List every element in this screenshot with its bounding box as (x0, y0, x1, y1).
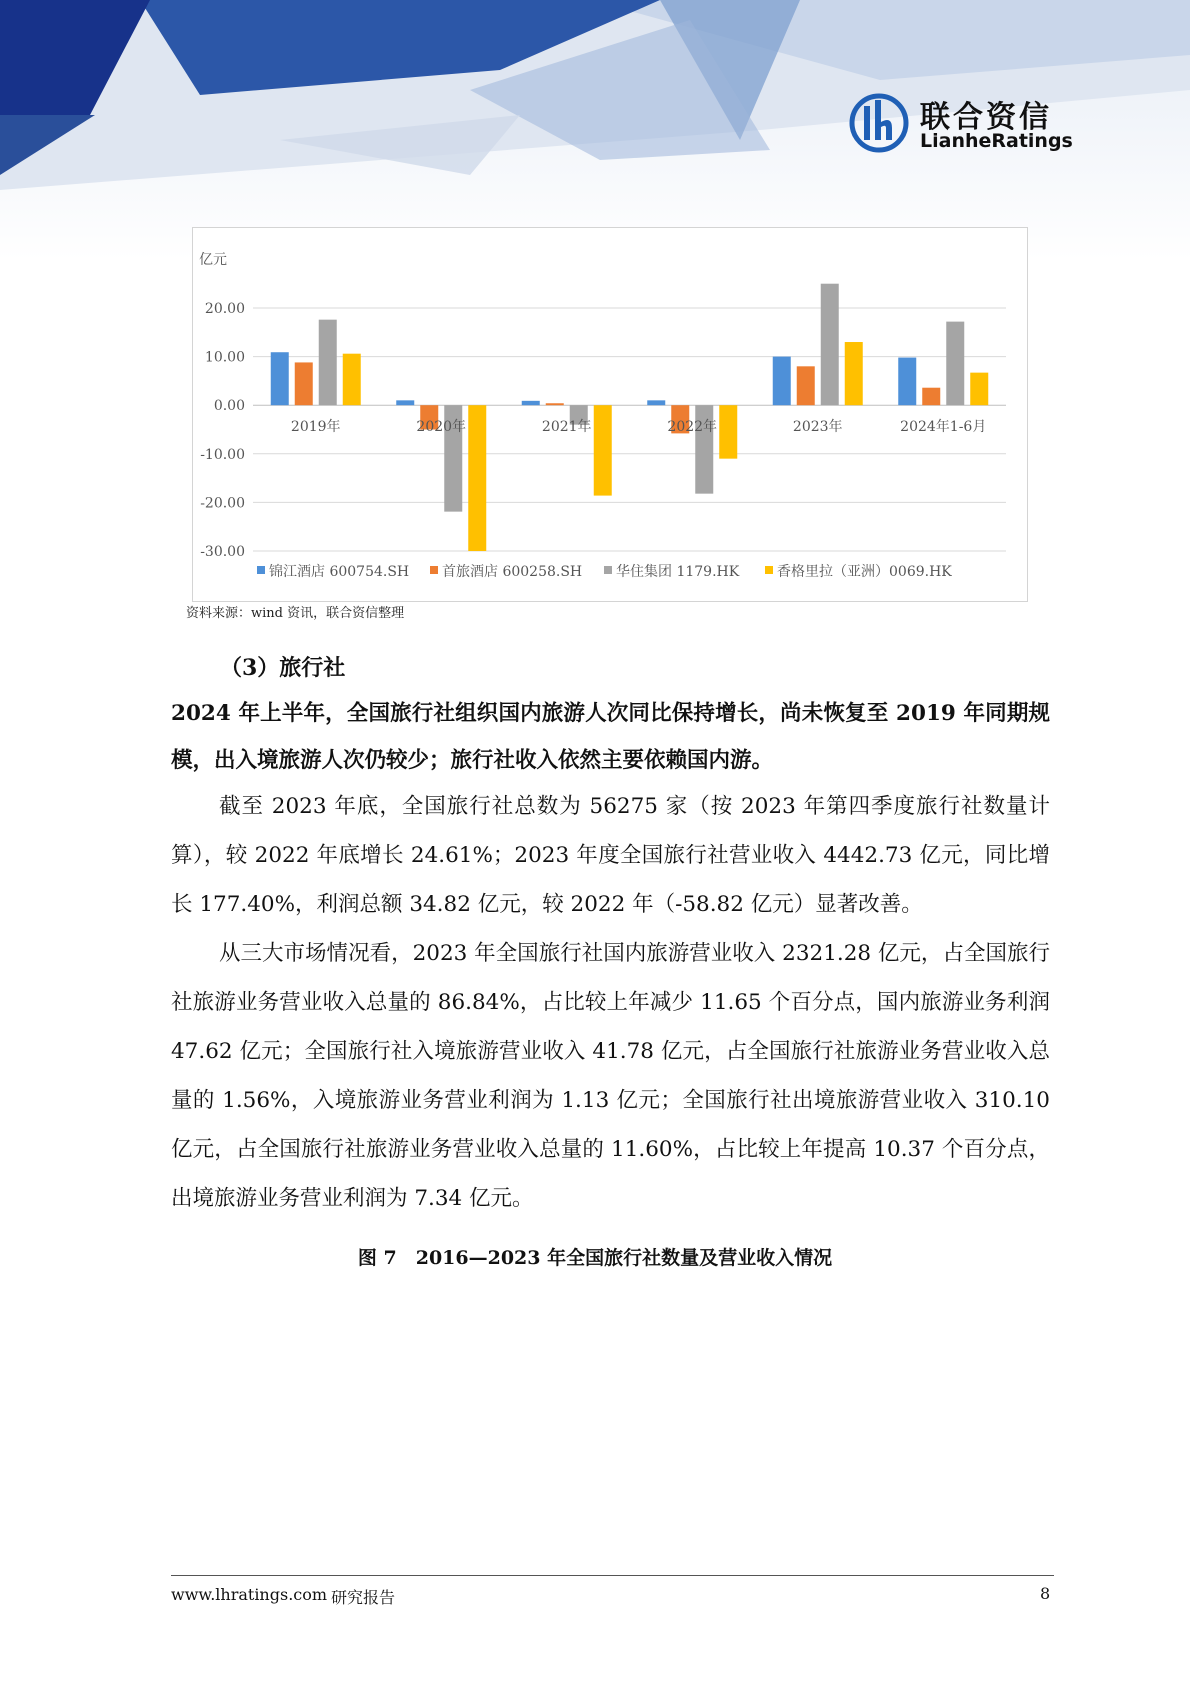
logo-text-cn: 联合资信 (920, 100, 1052, 135)
bar-chart (192, 227, 1028, 602)
legend-entry: 华住集团 1179.HK (616, 564, 740, 580)
y-tick-label: -20.00 (200, 495, 245, 512)
legend-swatch (604, 566, 612, 574)
x-category-label: 2019年 (290, 419, 341, 436)
bar-4-2023年 (845, 342, 863, 405)
logo (848, 90, 1073, 158)
logo-text-en: LianheRatings (920, 130, 1073, 152)
bar-2-2019年 (295, 362, 313, 405)
x-category-label: 2023年 (792, 419, 843, 436)
legend-entry: 锦江酒店 600754.SH (269, 564, 410, 580)
bar-1-2019年 (271, 352, 289, 405)
bar-4-2019年 (343, 354, 361, 406)
page-number: 8 (1040, 1584, 1051, 1603)
y-tick-label: -30.00 (200, 544, 245, 560)
y-tick-label: -10.00 (200, 446, 245, 463)
y-tick-label: 10.00 (204, 349, 245, 366)
lianhe-logo-mark (848, 92, 910, 154)
bar-4-2020年 (468, 405, 486, 551)
bar-4-2021年 (594, 405, 612, 495)
bar-1-2023年 (773, 357, 791, 406)
bar-1-2020年 (396, 400, 414, 405)
bar-1-2021年 (522, 401, 540, 405)
legend-swatch (257, 566, 265, 574)
bar-4-2024年1-6月 (970, 373, 988, 406)
bar-1-2024年1-6月 (898, 358, 916, 406)
footer-doc-type: 研究报告 (331, 1588, 396, 1607)
section-heading: （3）旅行社 (220, 655, 346, 681)
y-tick-label: 20.00 (204, 301, 245, 317)
bar-4-2022年 (719, 405, 737, 458)
source-note: 资料来源：wind 资讯，联合资信整理 (186, 606, 405, 621)
paragraph-travel-agency-count: 截至 2023 年底，全国旅行社总数为 56275 家（按 2023 年第四季度旅行社数量计算），较 2022 年底增长 24.61%；2023 年度全国旅行社营业收入 4442.73 亿元，同比增长 177.40%，利润总额 34.82 亿元，较 2022 年（-58.82 亿元）显著改善。 (171, 794, 1050, 917)
x-category-label: 2021年 (541, 419, 592, 436)
legend-entry: 香格里拉（亚洲）0069.HK (777, 564, 952, 580)
bar-2-2021年 (546, 403, 564, 405)
legend-swatch (430, 566, 438, 574)
x-category-label: 2020年 (416, 419, 467, 436)
paragraph-three-markets: 从三大市场情况看，2023 年全国旅行社国内旅游营业收入 2321.28 亿元，占全国旅行社旅游业务营业收入总量的 86.84%，占比较上年减少 11.65 个百分点，国内旅游业务利润 47.62 亿元；全国旅行社入境旅游营业收入 41.78 亿元，占全国旅行社旅游业务营业收入总量的 1.56%，入境旅游业务营业利润为 1.13 亿元；全国旅行社出境旅游营业收入 310.10 亿元，占全国旅行社旅游业务营业收入总量的 11.60%，占比较上年提高 10.37 个百分点，出境旅游业务营业利润为 7.34 亿元。 (171, 941, 1050, 1211)
figure-caption: 图 7 2016—2023 年全国旅行社数量及营业收入情况 (357, 1247, 833, 1269)
legend-swatch (765, 566, 773, 574)
footer-divider (171, 1575, 1054, 1576)
bar-3-2023年 (821, 284, 839, 406)
bar-3-2024年1-6月 (946, 322, 964, 406)
bar-2-2023年 (797, 366, 815, 405)
bar-3-2019年 (319, 320, 337, 406)
legend-entry: 首旅酒店 600258.SH (442, 564, 583, 580)
lead-summary: 2024 年上半年，全国旅行社组织国内旅游人次同比保持增长，尚未恢复至 2019 年同期规模，出入境旅游人次仍较少；旅行社收入依然主要依赖国内游。 (171, 701, 1050, 773)
bar-1-2022年 (647, 400, 665, 405)
footer-url[interactable]: www.lhratings.com (171, 1585, 328, 1604)
y-unit-label: 亿元 (199, 252, 227, 268)
bar-2-2024年1-6月 (922, 388, 940, 405)
y-tick-label: 0.00 (213, 398, 245, 415)
x-category-label: 2024年1-6月 (900, 419, 987, 436)
x-category-label: 2022年 (667, 419, 718, 436)
